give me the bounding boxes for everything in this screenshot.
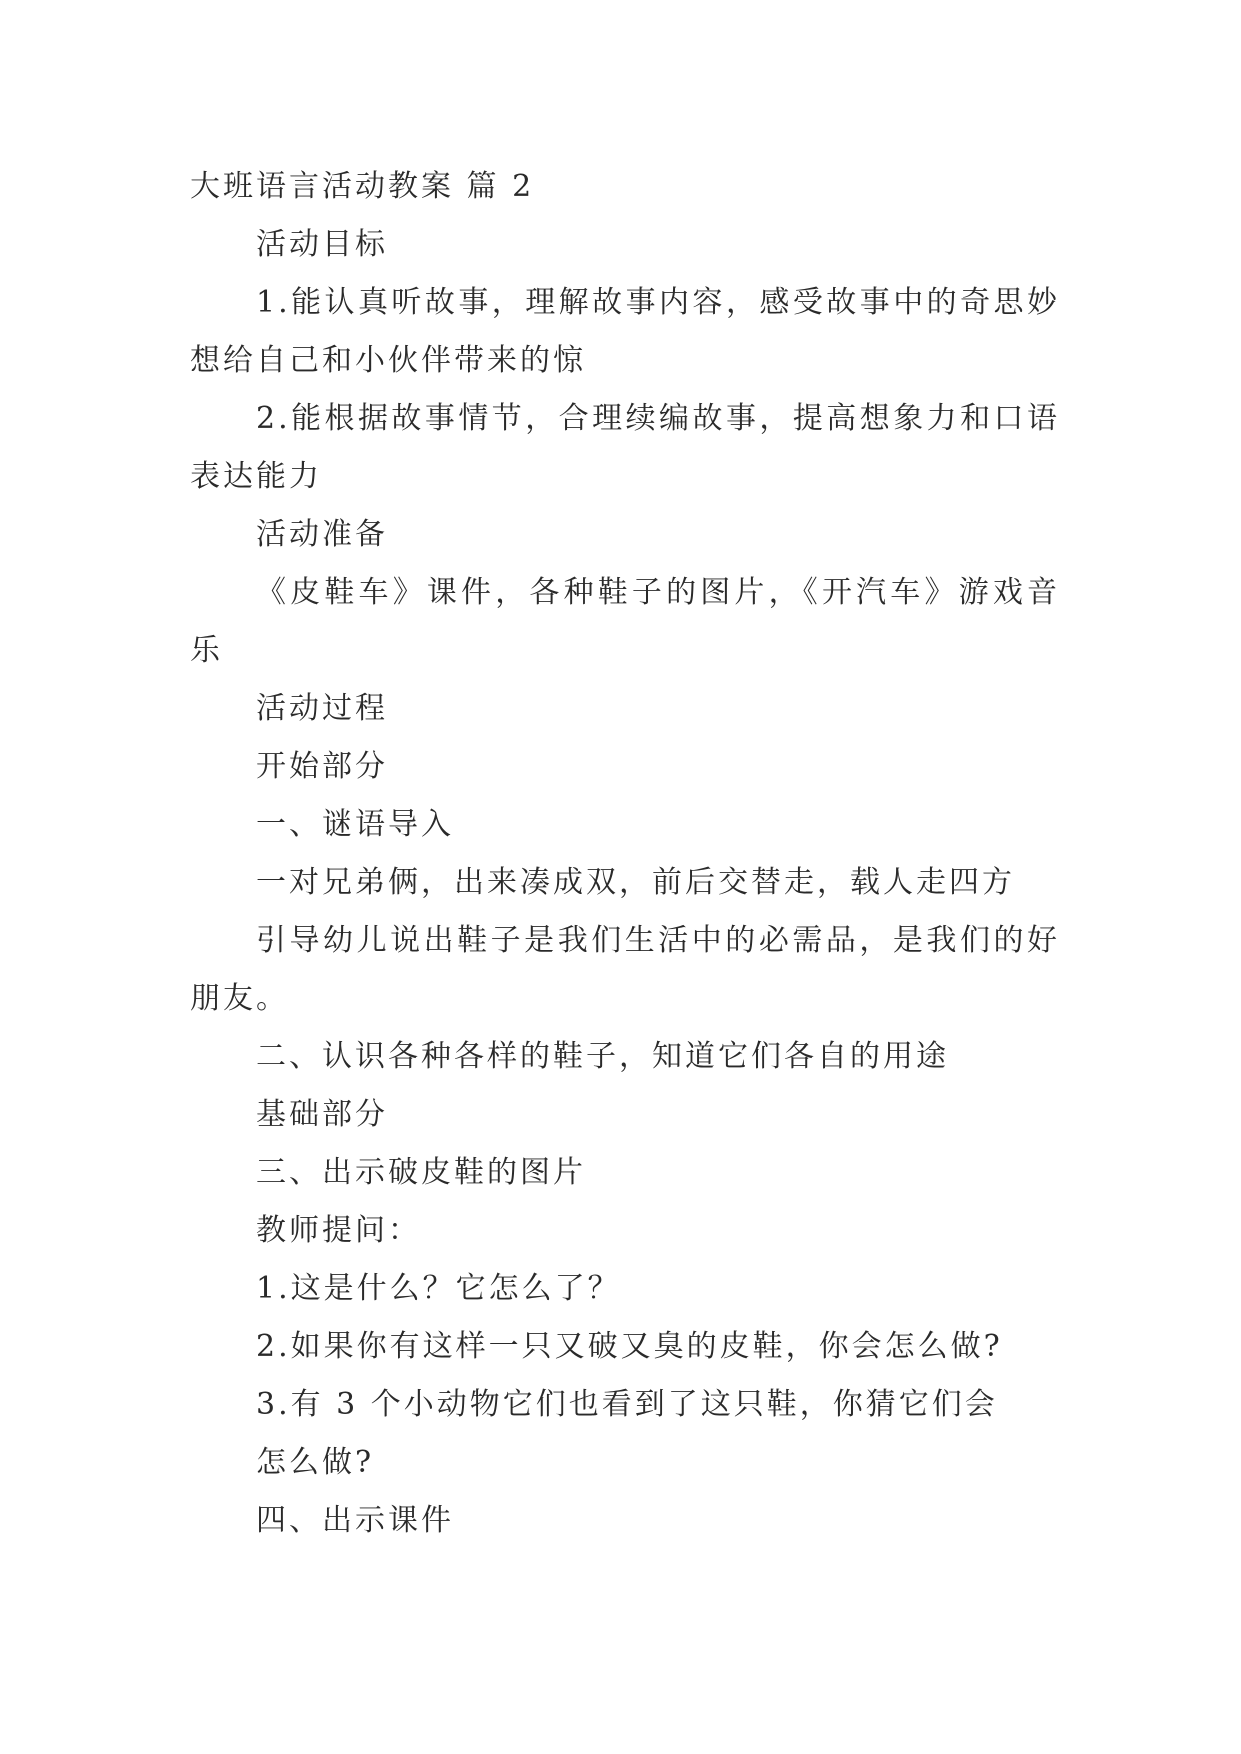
section-heading-process: 活动过程 bbox=[256, 691, 388, 726]
teacher-question-label: 教师提问： bbox=[256, 1213, 421, 1248]
question-item-1: 1.这是什么？它怎么了？ bbox=[256, 1271, 621, 1306]
question-item-3-continued: 怎么做? bbox=[256, 1445, 375, 1480]
section-heading-objectives: 活动目标 bbox=[256, 227, 388, 262]
preparation-text: 《皮鞋车》课件，各种鞋子的图片，《开汽车》游戏音乐 bbox=[190, 575, 1060, 668]
section-heading-preparation: 活动准备 bbox=[256, 517, 388, 552]
document-body bbox=[190, 158, 1060, 1550]
question-item-2: 2.如果你有这样一只又破又臭的皮鞋，你会怎么做? bbox=[256, 1329, 1003, 1364]
guidance-paragraph: 引导幼儿说出鞋子是我们生活中的必需品，是我们的好朋友。 bbox=[190, 923, 1060, 1016]
step-heading-riddle: 一、谜语导入 bbox=[256, 807, 454, 842]
step-heading-shoes: 二、认识各种各样的鞋子，知道它们各自的用途 bbox=[256, 1039, 949, 1074]
objective-item-2: 2.能根据故事情节，合理续编故事，提高想象力和口语表达能力 bbox=[190, 401, 1060, 494]
document-title: 大班语言活动教案 篇 2 bbox=[190, 169, 535, 204]
subheading-opening: 开始部分 bbox=[256, 749, 388, 784]
step-heading-courseware: 四、出示课件 bbox=[256, 1503, 454, 1538]
question-item-3: 3.有 3 个小动物它们也看到了这只鞋，你猜它们会 bbox=[256, 1387, 998, 1422]
subheading-basic: 基础部分 bbox=[256, 1097, 388, 1132]
step-heading-broken-shoe: 三、出示破皮鞋的图片 bbox=[256, 1155, 586, 1190]
riddle-text: 一对兄弟俩，出来凑成双，前后交替走，载人走四方 bbox=[256, 865, 1015, 900]
objective-item-1: 1.能认真听故事，理解故事内容，感受故事中的奇思妙想给自己和小伙伴带来的惊 bbox=[190, 285, 1060, 378]
